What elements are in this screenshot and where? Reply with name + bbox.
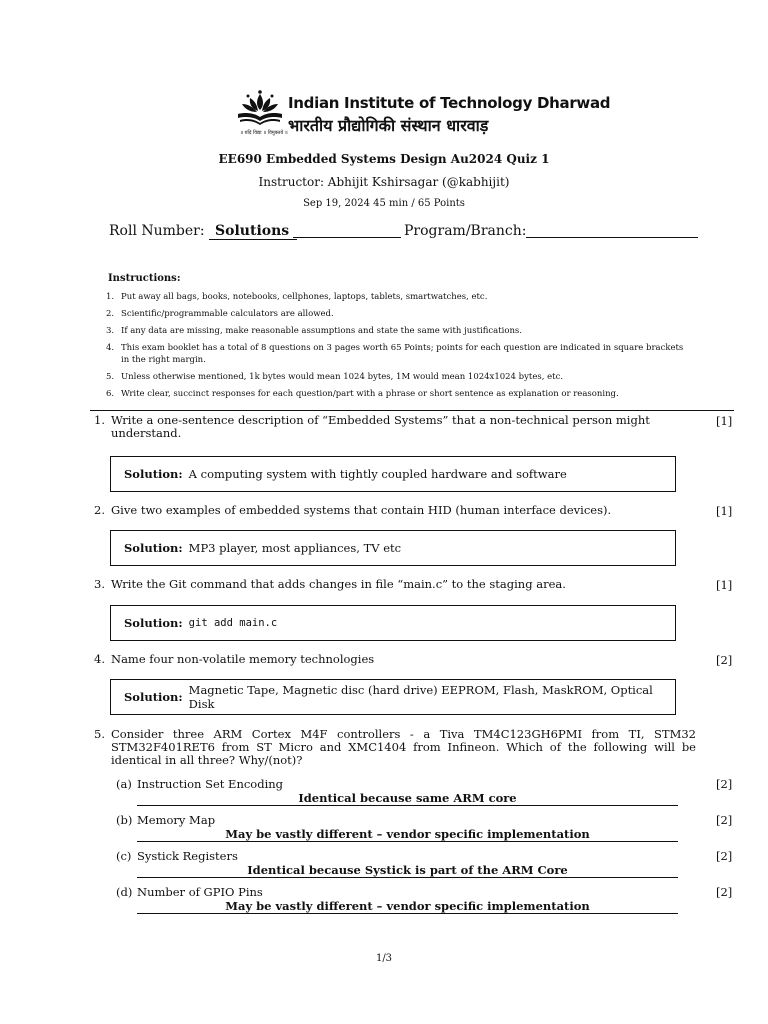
subquestion-points: [2] (716, 885, 733, 899)
solution-label: Solution: (124, 541, 183, 555)
institute-name-english: Indian Institute of Technology Dharwad (288, 94, 611, 112)
solution-text: Magnetic Tape, Magnetic disc (hard drive) EEPROM, Flash, MaskROM, Optical Disk (188, 683, 653, 711)
solution-text: MP3 player, most appliances, TV etc (188, 541, 402, 555)
question-text: Give two examples of embedded systems that contain HID (human interface devices). (111, 503, 612, 517)
question-text: Consider three ARM Cortex M4F controllers - a Tiva TM4C123GH6PMI from TI, STM32 STM32F401RET6 from ST Micro and XMC1404 from Infineon. Which of the following will be identical in all three? Why/(not)? (111, 727, 696, 767)
course-title: EE690 Embedded Systems Design Au2024 Quiz 1 (218, 152, 550, 166)
solution-box (110, 456, 676, 492)
question-points: [1] (716, 504, 733, 518)
institute-name-hindi: भारतीय प्रौद्योगिकी संस्थान धारवाड़ (288, 116, 489, 135)
roll-number-blank (293, 237, 401, 238)
page-number: 1/3 (375, 953, 393, 964)
solution-box (110, 530, 676, 566)
answer-line: Identical because same ARM core (137, 791, 678, 806)
question-points: [1] (716, 578, 733, 592)
exam-page: Indian Institute of Technology Dharwad भारतीय प्रौद्योगिकी संस्थान धारवाड़ ॥ यदि विद्या ॥ विमुक्तये ॥ EE690 Embedded Systems Design Au2024 Quiz 1 Instructor: Abhijit Kshirsagar (@kabhijit) Sep 19, 2024 45 min / 65 Points Roll Number: Solutions Program/Branch: Instructions: 1. Put away all bags, books, notebooks, cellphones, laptops, tablets, smartwatches, etc. 2. Scientific/programmable calculators are allowed. 3. If any data are missing, make reasonable assumptions and state the same with justifications. 4. This exam booklet has a total of 8 questions on 3 pages worth 65 Points; points for each question are indicated in square brackets in the right margin. 5. Unless otherwise mentioned, 1k bytes would mean 1024 bytes, 1M would mean 1024x1024 bytes, etc. 6. Write clear, succinct responses for each question/part with a phrase or short sentence as explanation or reasoning. 1. Write a one-sentence description of “Embedded Systems” that a non-technical person might understand. [1] Solution: A computing system with tightly coupled hardware and software 2. Give two examples of embedded systems that contain HID (human interface devices). [1] Solution: MP3 player, most appliances, TV etc 3. Write the Git command that adds changes in file “main.c” to the staging area. [1] Solution: git add main.c 4. Name four non-volatile memory technologies [2] Solution: Magnetic Tape, Magnetic disc (hard drive) EEPROM, Flash, MaskROM, Optical Disk 5. Consider three ARM Cortex M4F controllers - a Tiva TM4C123GH6PMI from TI, STM32 STM32F401RET6 from ST Micro and XMC1404 from Infineon. Which of the following will be identical in all three? Why/(not)? (a) Instruction Set Encoding [2] Identical because same ARM core (b) Memory Map [2] May be vastly different – vendor specific implementation (c) Systick Registers [2] Identical because Systick is part of the ARM Core (d) Number of GPIO Pins [2] May be vastly different – vendor specific implementation 1/3 (0, 0, 768, 1024)
question-text: Name four non-volatile memory technologies (111, 652, 375, 666)
solution-text: A computing system with tightly coupled hardware and software (188, 467, 567, 481)
roll-number-label: Roll Number: (109, 223, 205, 239)
answer-line: Identical because Systick is part of the ARM Core (137, 863, 678, 878)
question-text: Write the Git command that adds changes in file “main.c” to the staging area. (111, 577, 566, 591)
lotus-book-icon (236, 90, 286, 130)
instructions-title: Instructions: (108, 273, 181, 284)
question-points: [2] (716, 653, 733, 667)
subquestion-points: [2] (716, 849, 733, 863)
instruction-item: 1. Put away all bags, books, notebooks, cellphones, laptops, tablets, smartwatches, etc. (106, 292, 488, 302)
question-text: Write a one-sentence description of “Embedded Systems” that a non-technical person might understand. (111, 413, 650, 440)
answer-line: May be vastly different – vendor specific implementation (137, 827, 678, 842)
section-divider (90, 410, 734, 411)
question-points: [1] (716, 414, 733, 428)
roll-number-row (109, 223, 527, 240)
solution-label: Solution: (124, 690, 183, 704)
instruction-item: 2. Scientific/programmable calculators are allowed. (106, 309, 334, 319)
instructions-list (106, 291, 686, 405)
subquestion-points: [2] (716, 813, 733, 827)
instructor-line: Instructor: Abhijit Kshirsagar (@kabhijit) (258, 175, 510, 189)
roll-number-value: Solutions (209, 223, 297, 240)
answer-line: May be vastly different – vendor specific implementation (137, 899, 678, 914)
subquestion-points: [2] (716, 777, 733, 791)
institute-logo (236, 90, 611, 140)
program-branch-blank (526, 237, 698, 238)
solution-label: Solution: (124, 467, 183, 481)
solution-text: git add main.c (188, 617, 278, 629)
solution-label: Solution: (124, 616, 183, 630)
solution-box (110, 679, 676, 715)
program-branch-label: Program/Branch: (404, 223, 527, 239)
institute-motto: ॥ यदि विद्या ॥ विमुक्तये ॥ (240, 130, 288, 136)
instruction-item: 6. Write clear, succinct responses for each question/part with a phrase or short sentence as explanation or reasoning. (106, 389, 619, 399)
instruction-item: 3. If any data are missing, make reasonable assumptions and state the same with justifications. (106, 326, 522, 336)
instruction-item: 5. Unless otherwise mentioned, 1k bytes would mean 1024 bytes, 1M would mean 1024x1024 bytes, etc. (106, 372, 564, 382)
solution-box (110, 605, 676, 641)
instruction-item: 4. This exam booklet has a total of 8 questions on 3 pages worth 65 Points; points for each question are indicated in square brackets in the right margin. (106, 343, 684, 365)
exam-meta: Sep 19, 2024 45 min / 65 Points (303, 198, 465, 209)
